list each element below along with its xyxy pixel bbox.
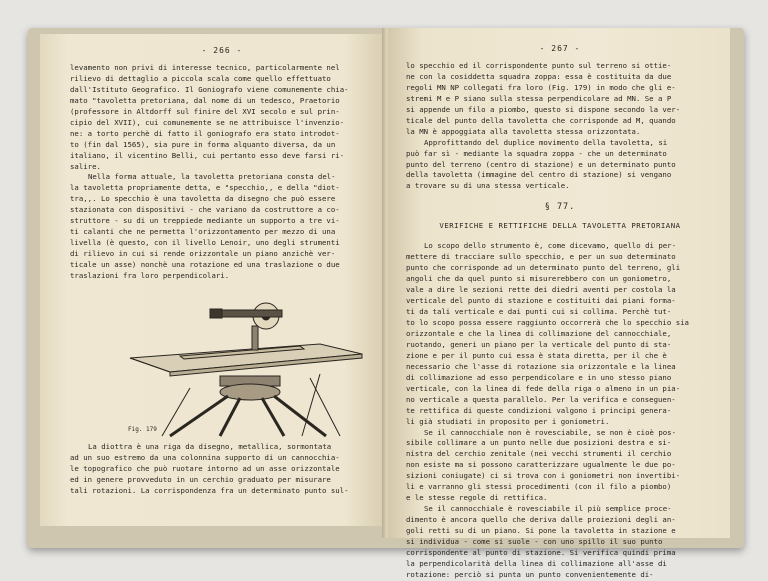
text-line: dimento è ancora quello che deriva dalle proiezioni degli an- [406,515,676,525]
text-line: Nella forma attuale, la tavoletta pretoriana consta del- [88,172,336,182]
text-line: livella (è questo, con il livello Lenoir, uno degli strumenti [70,238,340,248]
text-line: la tavoletta propriamente detta, e "specchio,, e della "diot- [70,183,340,193]
text-line: Se il cannocchiale non è rovesciabile, se non è cioè pos- [424,427,677,437]
plane-table-illustration [70,288,374,438]
text-line: nistra del cerchio zenitale (nei vecchi strumenti il cerchio [406,449,672,459]
text-line: si appende un filo a piombo, questo si dispone secondo la ver- [406,104,681,114]
text-line: to (fin dal 1565), sia pure in forma alquanto diversa, da un [70,139,336,149]
text-line: tra,,. Lo specchio è una tavoletta da disegno che può essere [70,194,336,204]
text-line: verticale, con la linea di fede della riga o almeno in un pia- [406,383,681,393]
text-line: to lo scopo possa essere raggiunto occorrerà che lo specchio sia [406,317,689,327]
text-line: ad un suo estremo da una colonnina supporto di un cannocchia- [70,452,340,462]
text-line: sibile collimare a un punto nelle due posizioni destra e si- [406,438,672,448]
text-line: levamento non privi di interesse tecnico, particolarmente nel [70,62,340,72]
text-line: della tavoletta (immagine del centro di stazione) si vengano [406,170,672,180]
text-line: vale a dire le sezioni rette dei diedri aventi per costola la [406,285,676,295]
text-line: punto che corrisponde ad un determinato punto del terreno, gli [406,263,681,273]
page-number: - 267 - [539,44,581,53]
text-line: e le stesse regole di rettifica. [406,493,548,503]
text-line: non esiste ma si possono caratterizzare ugualmente le due po- [406,460,676,470]
text-line: ti da tali verticale e dai punti cui si collima. Perchè tut- [406,307,672,317]
text-block [406,61,714,192]
text-line: stremi M e P siano sulla stessa perpendicolare ad MN. Se a P [406,93,672,103]
text-line: Approfittando del duplice movimento della tavoletta, si [424,137,668,147]
page-number: - 266 - [201,46,243,55]
text-line: la MN è appoggiata alla tavoletta stessa orizzontata. [406,126,641,136]
text-line: struttore - su di un treppiede mediante un supporto a tre vi- [70,216,340,226]
text-line: corrispondente al punto di stazione. Si verifica quindi prima [406,547,676,557]
text-line: mato "tavoletta pretoriana, dal nome di un tedesco, Praetorio [70,95,340,105]
section-number: § 77. [544,202,576,213]
text-line: stazionata con dispositivi - che variano da costruttore a co- [70,205,340,215]
text-line: ticale del punto della tavoletta che corrisponde ad M, quando [406,115,676,125]
text-line: regoli MN NP collegati fra loro (Fig. 179) in modo che gli e- [406,82,676,92]
text-line: a trovare su di una stessa verticale. [406,181,570,191]
text-line: punto del terreno (centro di stazione) e un determinato punto [406,159,676,169]
text-line: la perpendicolarità della linea di collimazione all'asse di [406,558,667,568]
left-page [40,34,386,526]
section-title: VERIFICHE E RETTIFICHE DELLA TAVOLETTA PRETORIANA [439,221,681,231]
text-line: angoli che da quel punto si misurerebbero con un goniometro, [406,274,672,284]
text-line: necessario che l'asse di rotazione sia orizzontale e la linea [406,361,676,371]
text-line: verticale del punto di stazione e costituiti dai piani forma- [406,296,676,306]
text-line: sizioni coniugate) ci si trova con i goniometri non invertibi- [406,471,681,481]
text-line: cipio del XVII), cui comunemente se ne attribuisce l'invenzio- [70,117,345,127]
text-line: ne con la cosiddetta squadra zoppa: essa è costituita da due [406,71,672,81]
text-line: italiano, il vicentino Belli, cui pertanto esso deve farsi ri- [70,150,345,160]
text-line: no verticale a questa parallelo. Per la verifica e conseguen- [406,394,676,404]
text-line: li e varranno gli stessi procedimenti (con il filo a piombo) [406,482,672,492]
text-line: te rettifica di queste condizioni valgono i principi genera- [406,405,672,415]
text-line: mettere di tracciare sullo specchio, e per un suo determinato [406,252,676,262]
text-line: le topografico che può ruotare intorno ad un asse orizzontale [70,463,340,473]
plane-table-drawing [70,288,370,438]
text-line: goli retti su di un piano. Si pone la tavoletta in stazione e [406,526,676,536]
text-line: traslazioni fra loro perpendicolari. [70,271,230,281]
text-line: di collimazione ad esso perpendicolare e in uno stesso piano [406,372,672,382]
text-block [70,442,374,497]
text-line: Se il cannocchiale è rovesciabile il più semplice proce- [424,504,672,514]
text-line: salire. [70,161,101,171]
text-line: rotazione: perciò si punta un punto convenientemente di- [406,569,654,579]
text-line: lo specchio ed il corrispondente punto sul terreno si ottie- [406,60,672,70]
text-block [406,241,714,581]
text-line: tali rotazioni. La corrispondenza fra un determinato punto sul- [70,485,349,495]
text-line: orizzontale e che la linea di collimazione del cannocchiale, [406,328,672,338]
text-line: di rilievo in cui si rende orizzontale un piano anzichè ver- [70,249,336,259]
text-line: La diottra è una riga da disegno, metallica, sormontata [88,442,332,452]
text-line: rilievo di dettaglio a piccola scala come quello effettuato [70,73,331,83]
text-line: ticale un asse) nonchè una rotazione ed una traslazione o due [70,260,340,270]
right-page [388,28,730,579]
text-line: zione e per il punto cui essa è stata diretta, per il che è [406,350,667,360]
text-line: dall'Istituto Geografico. Il Goniografo viene comunemente chia- [70,84,349,94]
text-line: ruotando, generi un piano per la verticale del punto di sta- [406,339,672,349]
text-line: ti calanti che ne permetta l'orizzontamento per mezzo di una [70,227,336,237]
text-block [70,63,374,282]
text-line: si individua - come si suole - con uno spillo il suo punto [406,537,663,547]
text-line: può far sì - mediante la squadra zoppa - che un determinato [406,148,667,158]
text-line: li già studiati in proposito per i goniometri. [406,416,610,426]
text-line: ne: a torto perchè di fatto il goniografo era stato introdot- [70,128,340,138]
figure-caption: Fig. 179 [128,426,157,434]
text-line: (professore in Altdorff sul finire del XVI secolo e sul prin- [70,106,340,116]
text-line: Lo scopo dello strumento è, come dicevamo, quello di per- [424,241,677,251]
text-line: ed in genere provveduto in un cerchio graduato per misurare [70,474,331,484]
